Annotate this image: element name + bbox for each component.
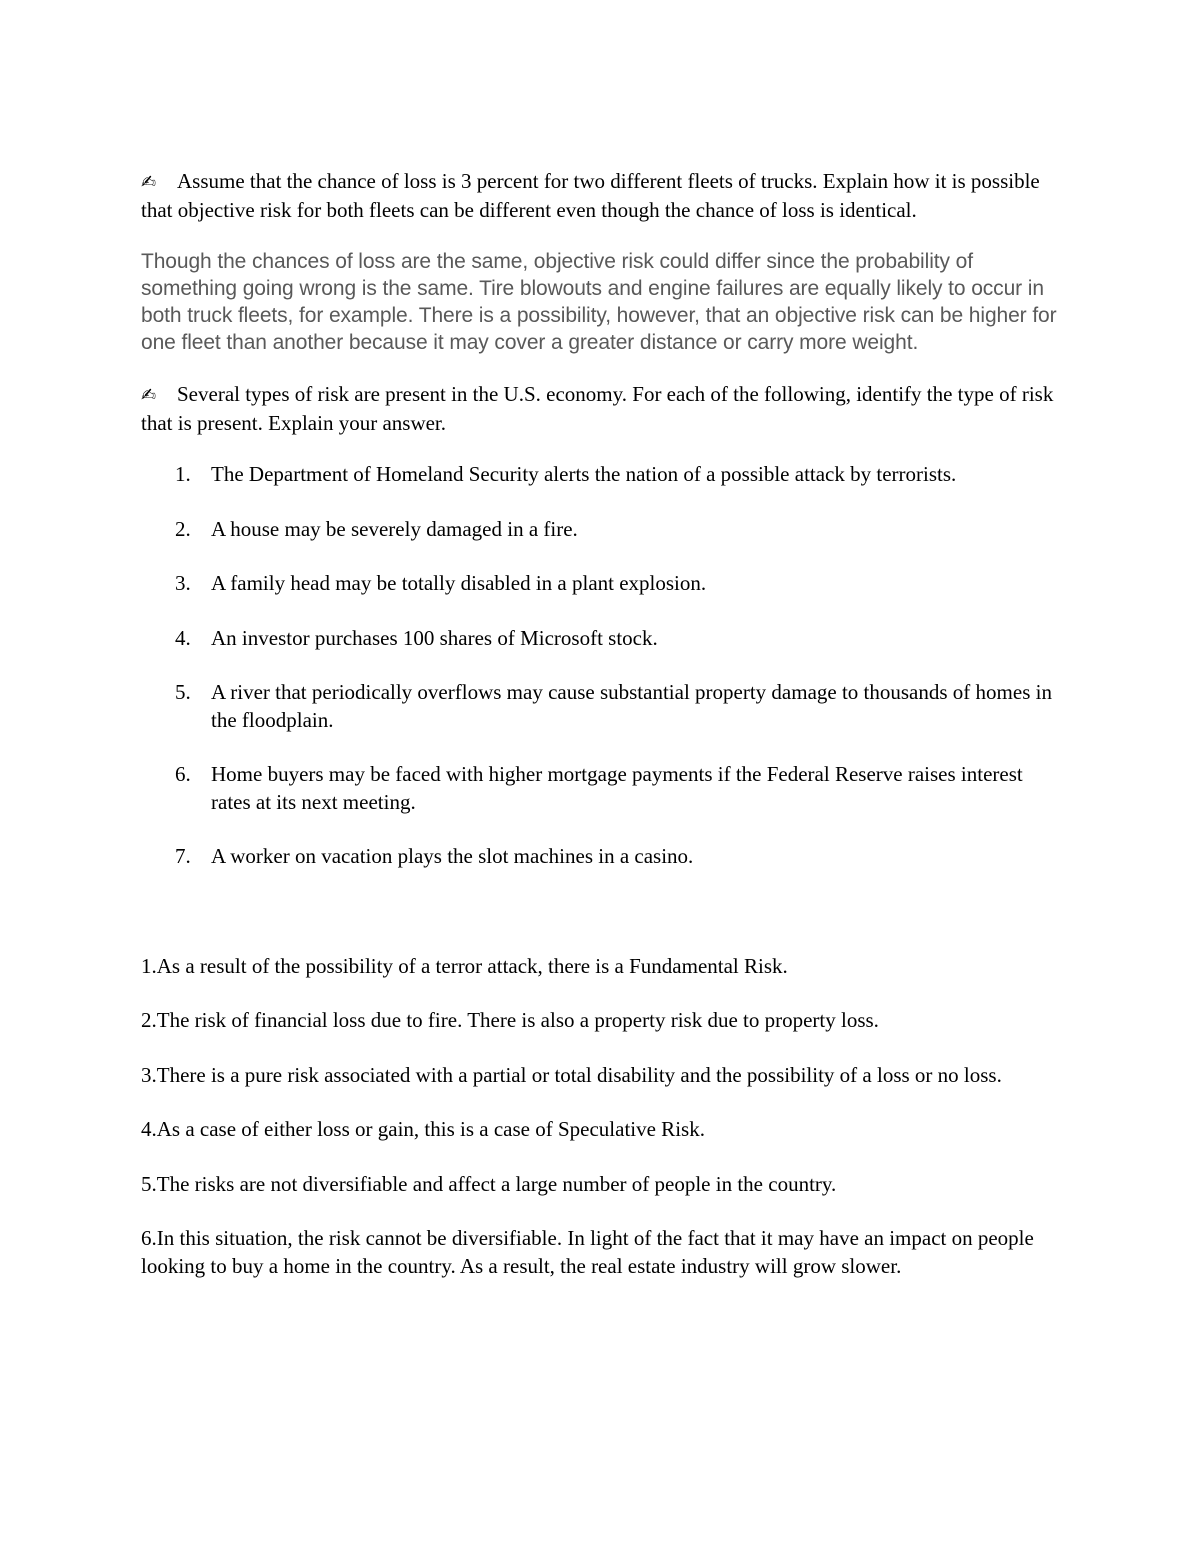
question-2-text: Several types of risk are present in the U.S. economy. For each of the following, identify the type of risk that is present. Explain your answer. [141, 382, 1054, 435]
list-item: 5. A river that periodically overflows may cause substantial property damage to thousands of homes in the floodplain. [175, 680, 1052, 732]
answer-item: 6.In this situation, the risk cannot be diversifiable. In light of the fact that it may have an impact on people looking to buy a home in the country. As a result, the real estate industry will grow slower. [141, 1226, 1034, 1278]
pen-icon: ✍ [141, 385, 157, 406]
list-item: 6. Home buyers may be faced with higher mortgage payments if the Federal Reserve raises interest rates at its next meeting. [175, 762, 1023, 814]
list-item: 4. An investor purchases 100 shares of Microsoft stock. [175, 625, 658, 650]
answer-item: 3.There is a pure risk associated with a partial or total disability and the possibility of a loss or no loss. [141, 1062, 1002, 1087]
question-1 [141, 168, 1063, 224]
list-item: 3. A family head may be totally disabled in a plant explosion. [175, 571, 707, 595]
list-item: 1. The Department of Homeland Security alerts the nation of a possible attack by terrorists. [175, 462, 957, 486]
document-page [141, 168, 1063, 1307]
spacer [141, 898, 1063, 953]
answer-item: 5.The risks are not diversifiable and affect a large number of people in the country. [141, 1171, 837, 1196]
answer-1: Though the chances of loss are the same, objective risk could differ since the probability of something going wrong is the same. Tire blowouts and engine failures are equally likely to occur in both truck fleets, for example. There is a possibility, however, that an objective risk can be higher for one fleet than another because it may cover a greater distance or carry more weight. [141, 250, 1057, 354]
answer-item: 1.As a result of the possibility of a terror attack, there is a Fundamental Risk. [141, 953, 788, 978]
answers-section [141, 953, 1063, 1281]
question-2 [141, 381, 1063, 437]
pen-icon: ✍ [141, 172, 157, 193]
answer-item: 2.The risk of financial loss due to fire. There is also a property risk due to property loss. [141, 1008, 879, 1032]
list-item: 2. A house may be severely damaged in a fire. [175, 516, 578, 541]
scenario-list [141, 461, 1063, 871]
answer-item: 4.As a case of either loss or gain, this is a case of Speculative Risk. [141, 1117, 705, 1141]
list-item: 7. A worker on vacation plays the slot machines in a casino. [175, 844, 694, 868]
question-1-text: Assume that the chance of loss is 3 percent for two different fleets of trucks. Explain how it is possible that objective risk for both fleets can be different even though the chance of loss is identical. [141, 169, 1040, 222]
